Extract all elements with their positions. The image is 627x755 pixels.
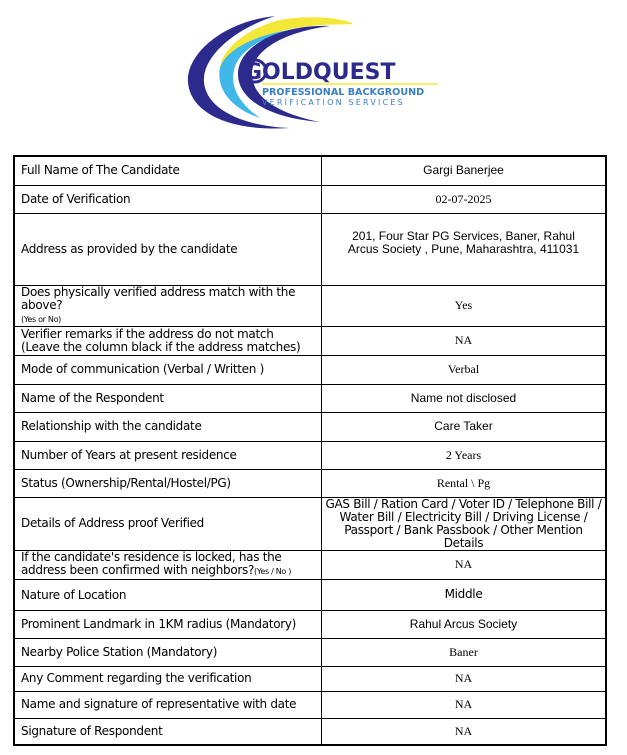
row-value: Gargi Banerjee: [322, 156, 607, 185]
row-label: [14, 412, 322, 441]
row-value: Care Taker: [322, 412, 607, 441]
label-text: Name of the Respondent: [21, 390, 164, 405]
row-label: [14, 638, 322, 666]
table-row-verifier-remarks: [14, 326, 606, 355]
table-row-communication-mode: [14, 355, 606, 384]
row-label: [14, 213, 322, 285]
table-row-respondent-name: [14, 384, 606, 412]
row-value: NA: [322, 550, 607, 579]
table-row-status: [14, 469, 606, 497]
table-row-comment: [14, 666, 606, 691]
label-text: Relationship with the candidate: [21, 419, 202, 433]
table-row-nature-of-location: [14, 579, 606, 610]
logo-graphic: [180, 8, 450, 136]
row-label: [14, 497, 322, 550]
label-text: Date of Verification: [21, 191, 131, 206]
label-text: Nature of Location: [21, 587, 127, 602]
row-label: [14, 355, 322, 384]
goldquest-logo: [180, 8, 450, 136]
table-row-respondent-signature: [14, 718, 606, 745]
label-note: (Leave the column black if the address matches): [21, 339, 301, 354]
row-value: Baner: [322, 638, 607, 666]
label-note: (Mandatory): [225, 616, 297, 631]
table-row-police-station: [14, 638, 606, 666]
label-text: Prominent Landmark in 1KM radius: [21, 616, 223, 631]
logo-tagline-2: VERIFICATION SERVICES: [262, 98, 405, 107]
row-label: [14, 666, 322, 691]
row-value: Middle: [322, 579, 607, 610]
label-text: Name and signature of representative with date: [21, 697, 297, 711]
logo-tagline-1: PROFESSIONAL BACKGROUND: [262, 87, 425, 98]
row-value: NA: [322, 326, 607, 355]
label-text: Nearby Police Station: [21, 644, 144, 659]
row-label: [14, 610, 322, 638]
table-row-landmark: [14, 610, 606, 638]
table-row-relationship: [14, 412, 606, 441]
label-text: Verifier remarks if the address do not match: [21, 326, 274, 341]
row-value: GAS Bill / Ration Card / Voter ID / Telephone Bill / Water Bill / Electricity Bill / Driving License / Passport / Bank Passbook / Other Mention Details: [322, 497, 607, 550]
row-label: [14, 384, 322, 412]
row-value: NA: [322, 666, 607, 691]
brand-name: GOLDQUEST: [244, 60, 396, 85]
row-label: [14, 550, 322, 579]
table-row-neighbor-confirmation: [14, 550, 606, 579]
label-text: Address as provided by the candidate: [21, 241, 238, 256]
row-label: [14, 441, 322, 469]
label-text: Any Comment regarding the verification: [21, 671, 252, 685]
table-row-address: [14, 213, 606, 285]
table-row-address-match: [14, 285, 606, 326]
label-text: Status: [21, 475, 58, 490]
row-value: Name not disclosed: [322, 384, 607, 412]
table-row-verification-date: [14, 185, 606, 213]
label-text: If the candidate's residence is locked, has the address been confirmed with neighbors?: [21, 550, 282, 577]
row-value: Verbal: [322, 355, 607, 384]
row-value: NA: [322, 691, 607, 718]
label-text: Number of Years at present residence: [21, 447, 237, 462]
row-label: [14, 469, 322, 497]
row-label: [14, 718, 322, 745]
row-value: 201, Four Star PG Services, Baner, Rahul Arcus Society , Pune, Maharashtra, 411031: [322, 213, 607, 285]
label-note: (Yes or No): [21, 314, 62, 324]
row-value: 02-07-2025: [322, 185, 607, 213]
label-text: Mode of communication: [21, 362, 160, 376]
table-row-representative-signature: [14, 691, 606, 718]
label-note: (Yes / No ): [254, 567, 292, 576]
row-label: [14, 326, 322, 355]
row-value: Rahul Arcus Society: [322, 610, 607, 638]
row-value: NA: [322, 718, 607, 745]
table-row-candidate-name: [14, 156, 606, 185]
label-text: Details of Address proof Verified: [21, 516, 204, 530]
row-label: [14, 691, 322, 718]
row-label: [14, 185, 322, 213]
row-label: [14, 156, 322, 185]
row-label: [14, 285, 322, 326]
label-note: (Verbal / Written ): [162, 362, 264, 376]
row-value: Yes: [322, 285, 607, 326]
label-text: Full Name of The Candidate: [21, 163, 180, 178]
row-value: Rental \ Pg: [322, 469, 607, 497]
label-text: Does physically verified address match with the above?: [21, 284, 296, 312]
row-value: 2 Years: [322, 441, 607, 469]
label-note: (Mandatory): [146, 644, 218, 659]
row-label: [14, 579, 322, 610]
verification-report-table: [13, 155, 607, 746]
label-note: (Ownership/Rental/Hostel/PG): [60, 475, 231, 490]
label-text: Signature of Respondent: [21, 723, 163, 738]
table-row-years-at-residence: [14, 441, 606, 469]
table-row-address-proof: [14, 497, 606, 550]
